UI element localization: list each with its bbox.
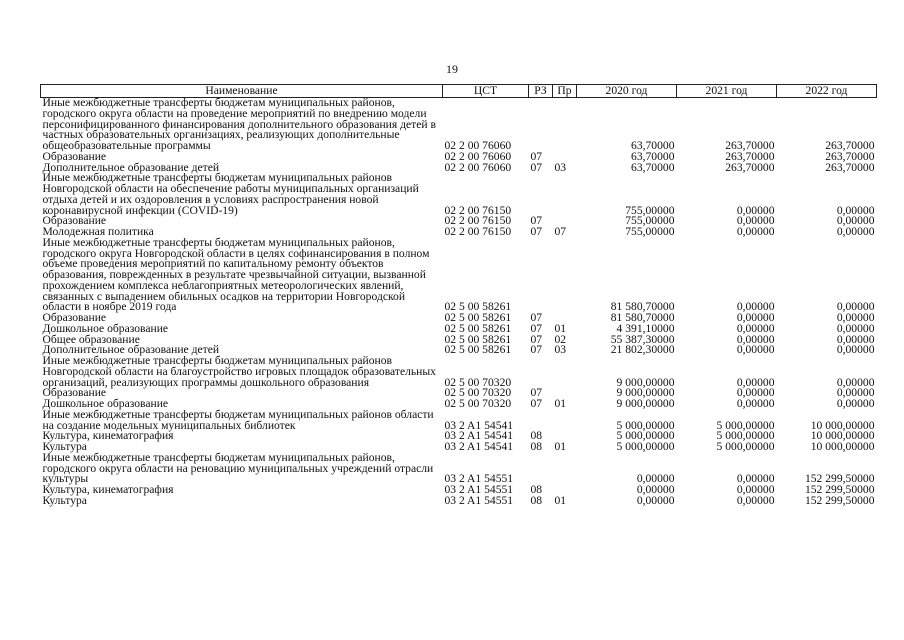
row-value-2020: 81 580,70000 bbox=[610, 311, 675, 324]
row-name: Дошкольное образование bbox=[42, 321, 169, 335]
row-value-2020: 4 391,10000 bbox=[616, 321, 675, 335]
row-cst: 03 2 A1 54551 bbox=[444, 483, 514, 496]
row-rz: 08 bbox=[530, 483, 543, 496]
row-value-2022: 152 299,50000 bbox=[804, 493, 875, 507]
row-rz: 07 bbox=[530, 332, 543, 346]
row-value-2020: 55 387,30000 bbox=[610, 332, 675, 346]
row-rz bbox=[529, 98, 553, 152]
row-value-2020: 63,70000 bbox=[631, 160, 675, 174]
row-rz: 07 bbox=[530, 321, 543, 335]
row-name: Культура, кинематография bbox=[42, 483, 174, 496]
row-pr: 03 bbox=[554, 343, 567, 357]
column-header-cst: ЦСТ bbox=[443, 85, 529, 98]
page-number: 19 bbox=[446, 62, 458, 76]
row-value-2020: 0,00000 bbox=[636, 472, 675, 486]
row-value-2022: 0,00000 bbox=[836, 203, 875, 217]
row-pr bbox=[553, 410, 577, 432]
row-value-2022: 10 000,00000 bbox=[810, 418, 875, 432]
row-cst: 02 2 00 76060 bbox=[444, 149, 512, 163]
row-name: Дошкольное образование bbox=[42, 397, 169, 410]
row-cst: 02 5 00 70320 bbox=[444, 386, 512, 400]
row-value-2022: 0,00000 bbox=[836, 311, 875, 324]
row-rz bbox=[529, 453, 553, 485]
row-cst: 02 2 00 76150 bbox=[444, 214, 512, 228]
row-value-2021: 5 000,00000 bbox=[716, 440, 775, 453]
row-name: Образование bbox=[42, 214, 107, 228]
row-cst: 02 2 00 76150 bbox=[444, 203, 512, 217]
row-name: Культура bbox=[42, 440, 87, 453]
row-pr: 01 bbox=[554, 321, 567, 335]
row-value-2021: 0,00000 bbox=[736, 311, 775, 324]
row-value-2021: 0,00000 bbox=[736, 493, 775, 507]
row-rz: 07 bbox=[530, 160, 543, 174]
row-cst: 03 2 A1 54551 bbox=[444, 472, 514, 486]
row-value-2021: 0,00000 bbox=[736, 203, 775, 217]
row-rz bbox=[529, 410, 553, 432]
row-pr: 01 bbox=[554, 440, 567, 453]
row-cst: 02 5 00 70320 bbox=[444, 397, 512, 410]
row-value-2021: 0,00000 bbox=[736, 483, 775, 496]
row-value-2020: 21 802,30000 bbox=[610, 343, 675, 357]
row-value-2021: 0,00000 bbox=[736, 332, 775, 346]
row-pr: 02 bbox=[554, 332, 567, 346]
row-value-2020: 9 000,00000 bbox=[616, 375, 675, 389]
row-value-2022: 0,00000 bbox=[836, 397, 875, 410]
row-value-2020: 5 000,00000 bbox=[616, 418, 675, 432]
row-value-2022: 0,00000 bbox=[836, 332, 875, 346]
row-value-2022: 0,00000 bbox=[836, 386, 875, 400]
row-rz: 07 bbox=[530, 225, 543, 238]
row-value-2021: 0,00000 bbox=[736, 300, 775, 314]
row-value-2022: 0,00000 bbox=[836, 343, 875, 357]
table-body bbox=[41, 98, 877, 507]
row-value-2020: 0,00000 bbox=[636, 483, 675, 496]
row-name: Культура bbox=[42, 493, 87, 507]
row-cst: 02 5 00 58261 bbox=[444, 300, 512, 314]
column-header-2022: 2022 год bbox=[777, 85, 877, 98]
row-pr: 01 bbox=[554, 397, 567, 410]
column-header-name: Наименование bbox=[41, 85, 443, 98]
row-pr bbox=[553, 238, 577, 313]
row-name: Иные межбюджетные трансферты бюджетам муниципальных районов, городского округа Новгородской области в целях софинансирования в полном объеме проведения мероприятий по капитальному ремонту объектов образования, поврежденных в результате чрезвычайной ситуации, вызванной прохождением комплекса неблагоприятных метеорологических явлений, связанных с выпадением обильных осадков на территории Новгородской области в ноябре 2019 года bbox=[42, 235, 430, 314]
row-rz: 07 bbox=[530, 214, 543, 228]
row-value-2020: 9 000,00000 bbox=[616, 386, 675, 400]
row-value-2022: 0,00000 bbox=[836, 214, 875, 228]
row-name: Дополнительное образование детей bbox=[42, 160, 220, 174]
row-value-2022: 0,00000 bbox=[836, 375, 875, 389]
row-value-2021: 263,70000 bbox=[725, 149, 775, 163]
row-value-2020: 755,00000 bbox=[625, 203, 675, 217]
row-value-2020: 755,00000 bbox=[625, 225, 675, 238]
row-value-2022: 10 000,00000 bbox=[810, 440, 875, 453]
row-cst: 02 5 00 58261 bbox=[444, 311, 512, 324]
row-name: Общее образование bbox=[42, 332, 140, 346]
table-row bbox=[41, 238, 877, 313]
row-rz: 07 bbox=[530, 311, 543, 324]
row-value-2020: 63,70000 bbox=[631, 149, 675, 163]
row-name: Культура, кинематография bbox=[42, 429, 174, 443]
row-value-2021: 0,00000 bbox=[736, 321, 775, 335]
row-value-2020: 755,00000 bbox=[625, 214, 675, 228]
row-value-2021: 0,00000 bbox=[736, 225, 775, 238]
row-value-2020: 5 000,00000 bbox=[616, 429, 675, 443]
row-pr bbox=[553, 453, 577, 485]
row-name: Образование bbox=[42, 149, 107, 163]
row-rz: 08 bbox=[530, 440, 543, 453]
column-header-pr: Пр bbox=[553, 85, 577, 98]
row-value-2022: 152 299,50000 bbox=[804, 483, 875, 496]
row-cst: 02 2 00 76060 bbox=[444, 139, 512, 152]
table-row bbox=[41, 453, 877, 485]
row-rz: 07 bbox=[530, 397, 543, 410]
row-cst: 02 5 00 58261 bbox=[444, 332, 512, 346]
row-value-2021: 0,00000 bbox=[736, 472, 775, 486]
row-rz: 08 bbox=[530, 429, 543, 443]
row-cst: 03 2 A1 54541 bbox=[444, 418, 514, 432]
row-value-2021: 0,00000 bbox=[736, 386, 775, 400]
row-rz bbox=[529, 173, 553, 216]
row-value-2020: 63,70000 bbox=[631, 139, 675, 152]
row-value-2021: 5 000,00000 bbox=[716, 429, 775, 443]
row-value-2020: 81 580,70000 bbox=[610, 300, 675, 314]
column-header-2021: 2021 год bbox=[677, 85, 777, 98]
table-row bbox=[41, 496, 877, 507]
row-value-2020: 9 000,00000 bbox=[616, 397, 675, 410]
table-row bbox=[41, 356, 877, 388]
row-pr bbox=[553, 98, 577, 152]
row-pr: 03 bbox=[554, 160, 567, 174]
row-rz bbox=[529, 356, 553, 388]
row-cst: 03 2 A1 54541 bbox=[444, 440, 514, 453]
row-value-2021: 0,00000 bbox=[736, 375, 775, 389]
row-name: Иные межбюджетные трансферты бюджетам муниципальных районов, городского округа области на реновацию муниципальных учреждений отрасли культуры bbox=[42, 450, 434, 486]
row-name: Иные межбюджетные трансферты бюджетам муниципальных районов Новгородской области на благоустройство игровых площадок образовательных организаций, реализующих программы дошкольного образования bbox=[42, 354, 436, 389]
row-value-2021: 263,70000 bbox=[725, 160, 775, 174]
row-name: Образование bbox=[42, 311, 107, 324]
row-cst: 02 5 00 70320 bbox=[444, 375, 512, 389]
row-value-2022: 0,00000 bbox=[836, 321, 875, 335]
budget-table bbox=[40, 84, 877, 507]
row-value-2022: 152 299,50000 bbox=[804, 472, 875, 486]
row-pr: 01 bbox=[554, 493, 567, 507]
row-value-2022: 263,70000 bbox=[825, 139, 875, 152]
row-value-2021: 0,00000 bbox=[736, 214, 775, 228]
row-rz: 07 bbox=[530, 149, 543, 163]
row-value-2022: 263,70000 bbox=[825, 160, 875, 174]
row-value-2022: 263,70000 bbox=[825, 149, 875, 163]
row-value-2022: 0,00000 bbox=[836, 225, 875, 238]
row-pr bbox=[553, 173, 577, 216]
row-cst: 03 2 A1 54541 bbox=[444, 429, 514, 443]
row-name: Образование bbox=[42, 386, 107, 400]
column-header-2020: 2020 год bbox=[577, 85, 677, 98]
row-name: Дополнительное образование детей bbox=[42, 343, 220, 357]
row-value-2020: 0,00000 bbox=[636, 493, 675, 507]
row-value-2021: 263,70000 bbox=[725, 139, 775, 152]
table-row bbox=[41, 173, 877, 216]
row-cst: 02 2 00 76060 bbox=[444, 160, 512, 174]
table-row bbox=[41, 98, 877, 152]
row-cst: 02 5 00 58261 bbox=[444, 343, 512, 357]
row-rz: 07 bbox=[530, 386, 543, 400]
row-value-2022: 10 000,00000 bbox=[810, 429, 875, 443]
row-value-2021: 5 000,00000 bbox=[716, 418, 775, 432]
row-cst: 02 2 00 76150 bbox=[444, 225, 512, 238]
row-cst: 02 5 00 58261 bbox=[444, 321, 512, 335]
row-pr bbox=[553, 356, 577, 388]
table-row bbox=[41, 410, 877, 432]
row-cst: 03 2 A1 54551 bbox=[444, 493, 514, 507]
row-name: Иные межбюджетные трансферты бюджетам муниципальных районов Новгородской области на обеспечение работы муниципальных организаций отдыха детей и их оздоровления в условиях распространения новой коронавирусной инфекции (COVID-19) bbox=[42, 171, 419, 217]
row-value-2022: 0,00000 bbox=[836, 300, 875, 314]
row-pr: 07 bbox=[554, 225, 567, 238]
row-value-2020: 5 000,00000 bbox=[616, 440, 675, 453]
row-rz: 07 bbox=[530, 343, 543, 357]
row-value-2021: 0,00000 bbox=[736, 397, 775, 410]
row-rz: 08 bbox=[530, 493, 543, 507]
row-name: Молодежная политика bbox=[42, 225, 154, 238]
row-value-2021: 0,00000 bbox=[736, 343, 775, 357]
row-rz bbox=[529, 238, 553, 313]
row-name: Иные межбюджетные трансферты бюджетам муниципальных районов области на создание модельных муниципальных библиотек bbox=[42, 407, 434, 432]
column-header-rz: РЗ bbox=[529, 85, 553, 98]
row-name: Иные межбюджетные трансферты бюджетам муниципальных районов, городского округа области на проведение мероприятий по внедрению модели персонифицированного финансирования дополнительного образования детей в частных образовательных организациях, реализующих дополнительные общеобразовательные программы bbox=[42, 96, 436, 152]
